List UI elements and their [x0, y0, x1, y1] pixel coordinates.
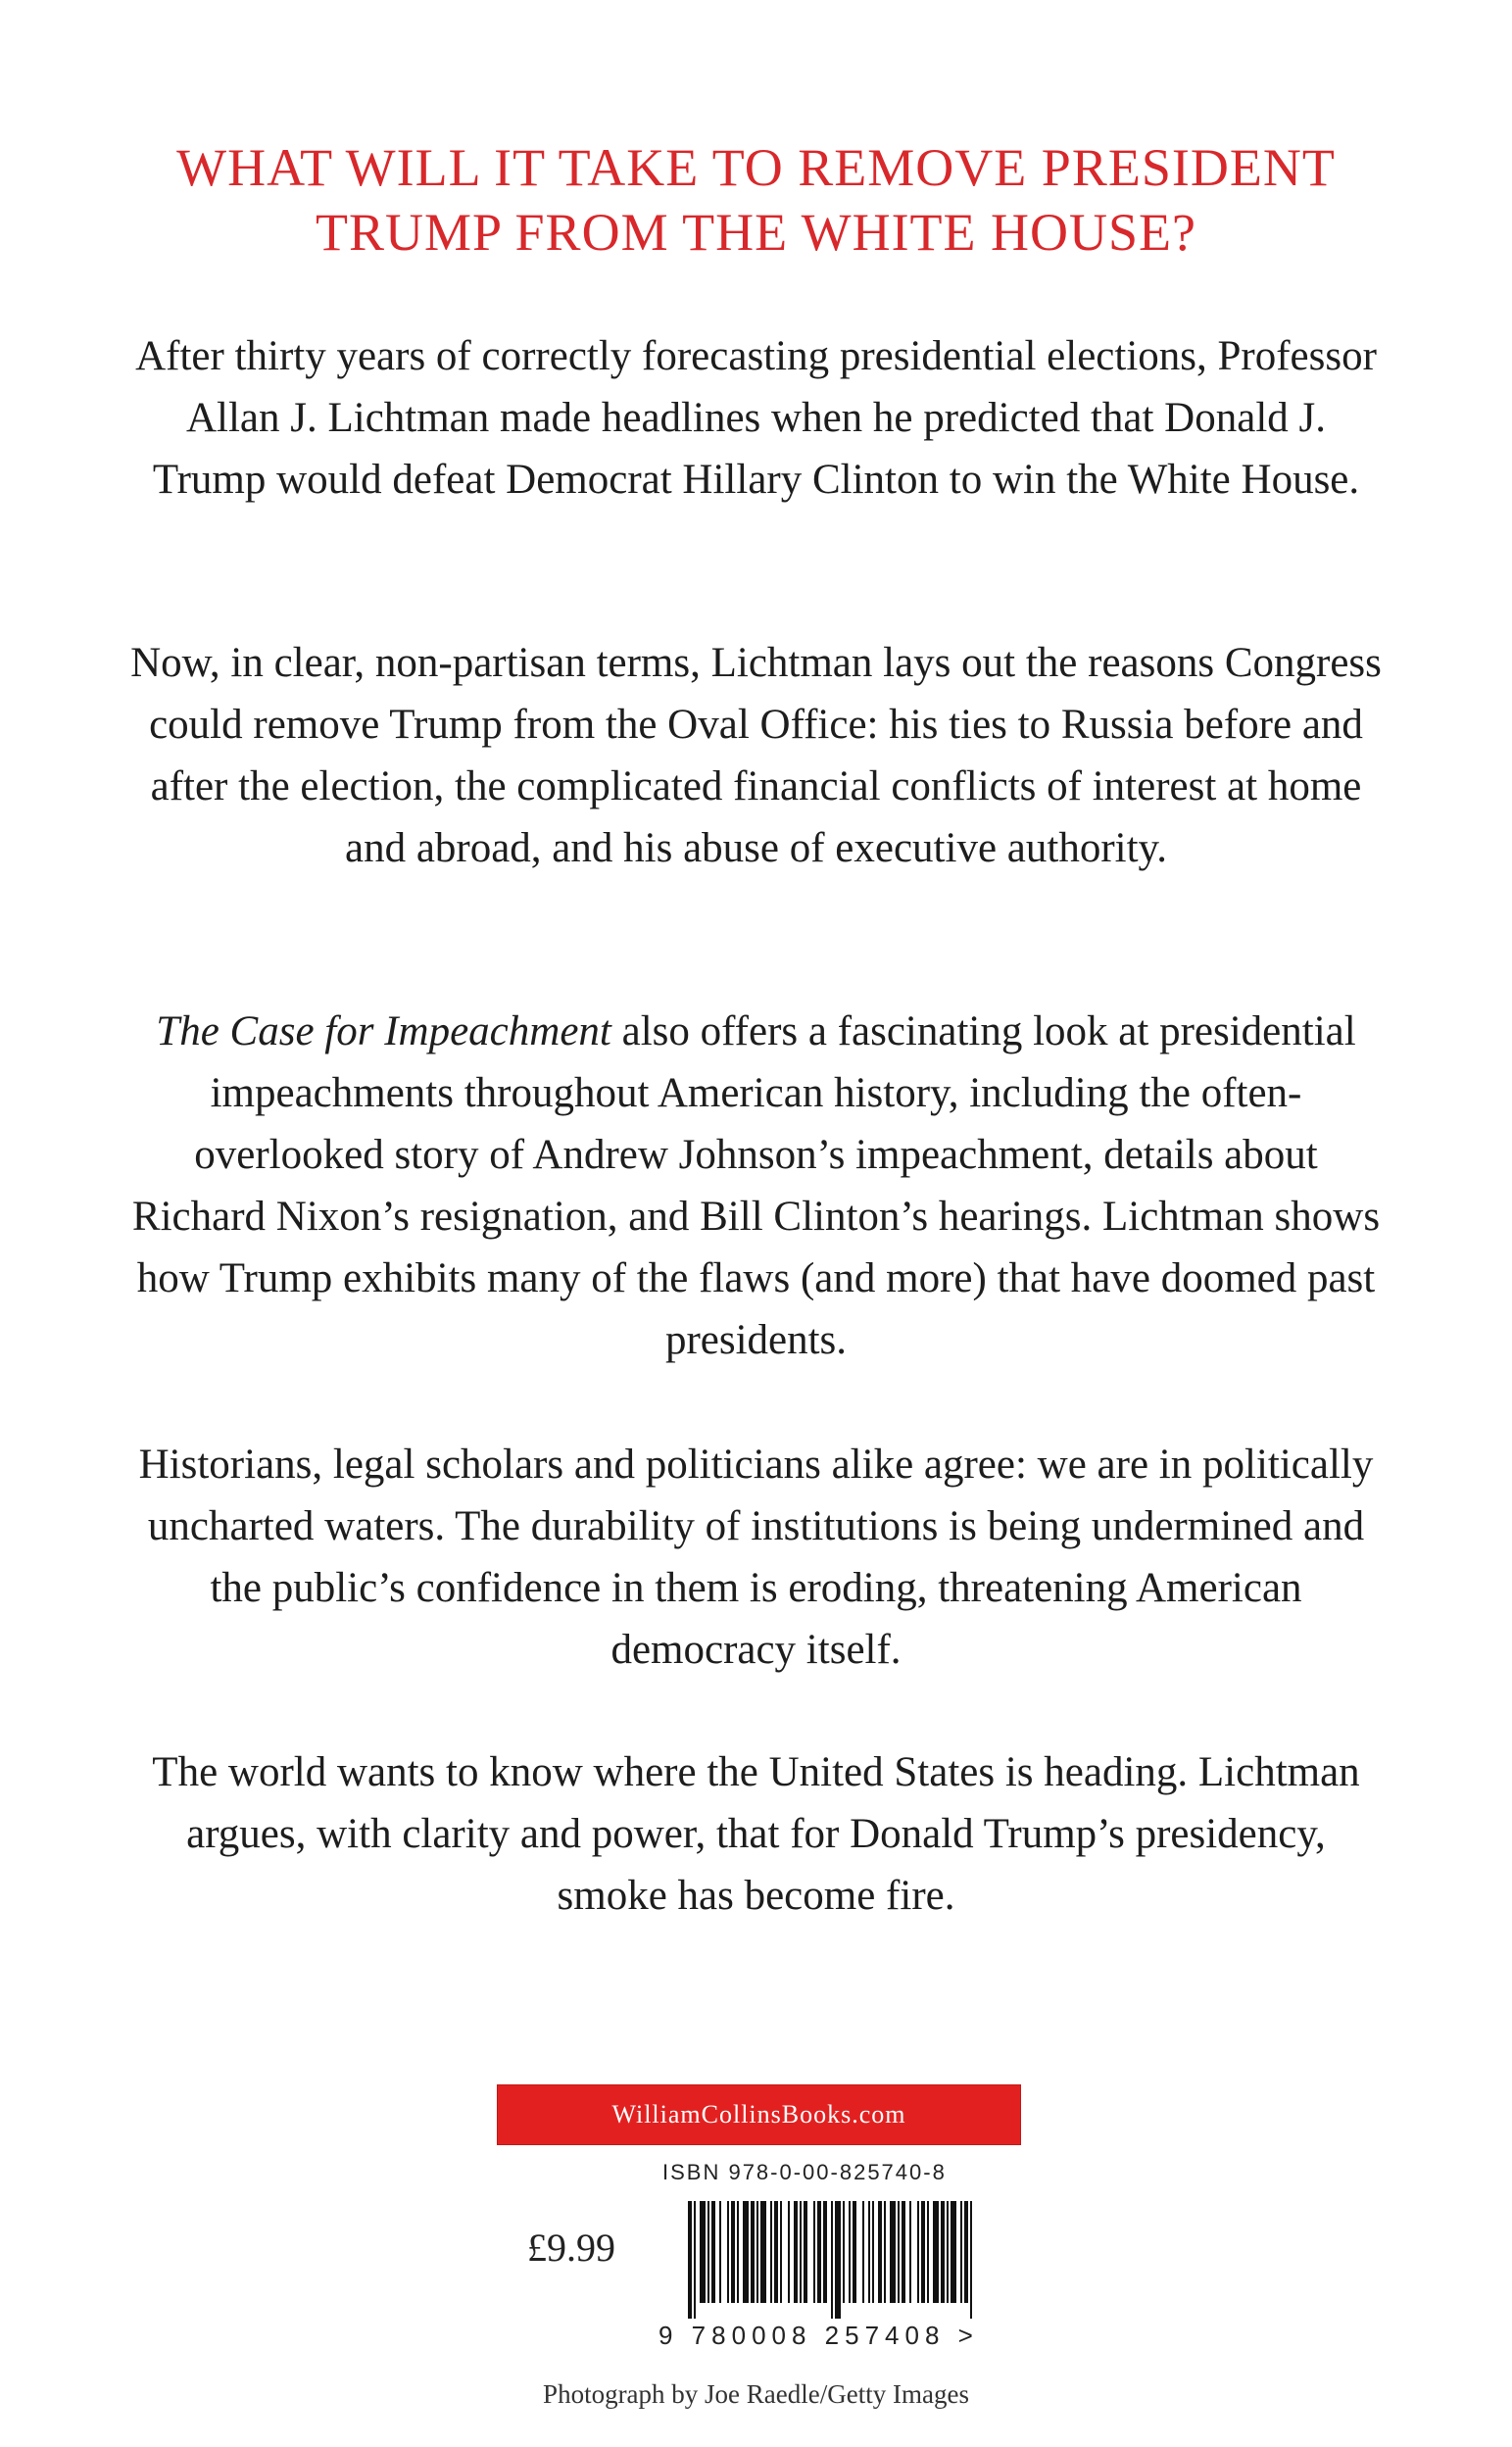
barcode-bar: [872, 2201, 874, 2303]
headline: [137, 135, 1375, 265]
barcode-bar: [731, 2201, 735, 2303]
headline-line-1: WHAT WILL IT TAKE TO REMOVE PRESIDENT: [176, 138, 1336, 197]
barcode-bar: [774, 2201, 778, 2303]
barcode-bar: [707, 2201, 709, 2303]
barcode-bar: [737, 2201, 739, 2303]
barcode-bar: [794, 2201, 798, 2303]
barcode-bar: [823, 2201, 827, 2303]
publisher-website-banner[interactable]: WilliamCollinsBooks.com: [498, 2085, 1020, 2144]
barcode-bar: [970, 2201, 972, 2319]
barcode-bar: [804, 2201, 807, 2303]
barcode-digits: 9 780008 257408 >: [658, 2321, 979, 2350]
blurb-paragraph-3: [127, 1001, 1385, 1371]
barcode-bar: [813, 2201, 815, 2303]
barcode-bar: [927, 2201, 929, 2303]
barcode-bar: [921, 2201, 925, 2303]
barcode-bar: [909, 2201, 911, 2303]
barcode-bar: [831, 2201, 833, 2319]
barcode-bar: [727, 2201, 729, 2303]
barcode-bar: [890, 2201, 896, 2303]
barcode-bar: [700, 2201, 706, 2303]
barcode-bar: [951, 2201, 956, 2303]
barcode-bar: [751, 2201, 755, 2303]
barcode-bar: [780, 2201, 782, 2303]
barcode-bar: [964, 2201, 968, 2303]
price-label: £9.99: [527, 2226, 615, 2270]
isbn-label: ISBN 978-0-00-825740-8: [662, 2160, 947, 2184]
barcode-bar: [849, 2201, 851, 2303]
photo-credit: Photograph by Joe Raedle/Getty Images: [543, 2379, 969, 2409]
barcode-bar: [835, 2201, 841, 2319]
barcode-bar: [694, 2201, 696, 2319]
barcode-bar: [688, 2201, 692, 2319]
barcode-bar: [711, 2201, 715, 2303]
barcode-bar: [941, 2201, 945, 2303]
barcode-bar: [843, 2201, 845, 2303]
barcode-bar: [947, 2201, 949, 2303]
barcode-bar: [743, 2201, 749, 2303]
barcode-bar: [719, 2201, 721, 2303]
barcode-bar: [898, 2201, 900, 2303]
barcode-bar: [933, 2201, 939, 2303]
headline-line-2: TRUMP FROM THE WHITE HOUSE?: [315, 203, 1196, 262]
barcode-bar: [853, 2201, 856, 2303]
barcode-bar: [917, 2201, 919, 2303]
blurb-paragraph-3-text: also offers a fascinating look at presidential impeachments throughout American history, including the often-overlooked story of Andrew Johnson’s impeachment, details about Richard Nixon’s resignation, and Bill Clinton’s hearings. Lichtman shows how Trump exhibits many of the flaws (and more) that have doomed past presidents.: [131, 1008, 1381, 1363]
barcode-bar: [902, 2201, 905, 2303]
barcode-bar: [862, 2201, 864, 2303]
barcode-bar: [878, 2201, 882, 2303]
barcode-bar: [770, 2201, 772, 2303]
barcode-bar: [817, 2201, 821, 2303]
blurb-paragraph-5: The world wants to know where the United States is heading. Lichtman argues, with clarity and power, that for Donald Trump’s presidency, smoke has become fire.: [152, 1749, 1360, 1919]
barcode-bar: [868, 2201, 870, 2303]
barcode-bar: [760, 2201, 766, 2303]
barcode-bar: [800, 2201, 802, 2303]
blurb-paragraph-1: After thirty years of correctly forecasting presidential elections, Professor Allan J. Lichtman made headlines when he predicted that Donald J. Trump would defeat Democrat Hillary Clinton to win the White House.: [135, 333, 1377, 503]
barcode-bar: [884, 2201, 886, 2303]
barcode-bar: [788, 2201, 790, 2303]
barcode-bar: [960, 2201, 962, 2303]
barcode: [686, 2201, 980, 2319]
blurb-paragraph-4: Historians, legal scholars and politicians alike agree: we are in politically uncharted waters. The durability of institutions is being undermined and the public’s confidence in them is eroding, threatening American democracy itself.: [138, 1442, 1374, 1673]
book-title: The Case for Impeachment: [156, 1008, 611, 1054]
blurb-paragraph-2: Now, in clear, non-partisan terms, Lichtman lays out the reasons Congress could remove Trump from the Oval Office: his ties to Russia before and after the election, the complicated financial conflicts of interest at home and abroad, and his abuse of executive authority.: [130, 640, 1382, 871]
barcode-bar: [756, 2201, 758, 2303]
